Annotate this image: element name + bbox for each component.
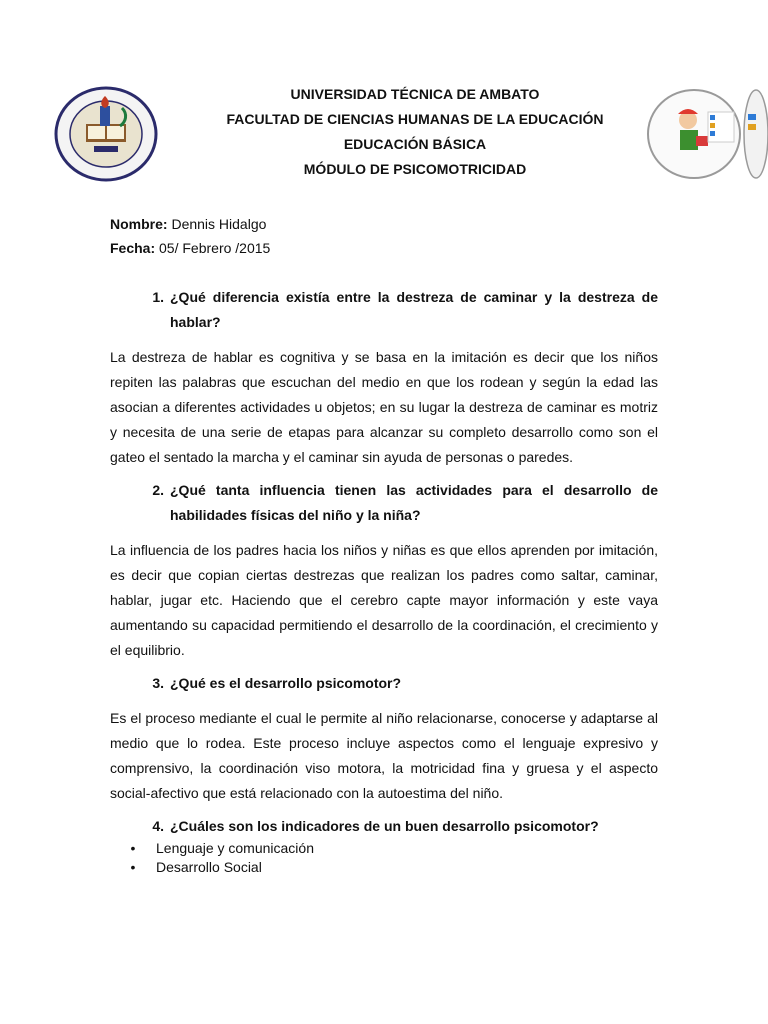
- module-name: MÓDULO DE PSICOMOTRICIDAD: [303, 161, 527, 177]
- student-info: [110, 212, 270, 260]
- question-number: 1.: [152, 289, 164, 305]
- answer-3: Es el proceso mediante el cual le permite al niño relacionarse, conocerse y adaptarse al medio que lo rodea. Este proceso incluye aspectos como el lenguaje expresivo y comprensivo, la coordinación viso motora, la motricidad fina y gruesa y el aspecto social-afectivo que está relacionado con la autoestima del niño.: [110, 710, 658, 801]
- answer-1: La destreza de hablar es cognitiva y se basa en la imitación es decir que los niños repiten las palabras que escuchan del medio en que los rodean y según la edad las asocian a diferentes actividades u objetos; en su lugar la destreza de caminar es motriz y necesita de una serie de etapas para alcanzar su completo desarrollo como son el gateo el sentado la marcha y el caminar sin ayuda de personas o paredes.: [110, 349, 658, 465]
- question-text: ¿Qué es el desarrollo psicomotor?: [170, 675, 402, 691]
- question-text: ¿Qué tanta influencia tienen las actividades para el desarrollo de habilidades físicas del niño y la niña?: [170, 482, 658, 523]
- question-2: [110, 478, 658, 528]
- list-item-text: Desarrollo Social: [156, 859, 262, 875]
- answer-2: La influencia de los padres hacia los niños y niñas es que ellos aprenden por imitación, es decir que copian ciertas destrezas que realizan los padres como saltar, caminar, hablar, jugar etc. Haciendo que el cerebro capte mayor información y este vaya aumentando su capacidad permitiendo el desarrollo de la coordinación, el crecimiento y el equilibrio.: [110, 542, 658, 658]
- question-1: [110, 285, 658, 335]
- list-item: [110, 839, 658, 858]
- document-header: [160, 82, 670, 182]
- question-3: [110, 671, 658, 696]
- indicator-list: [110, 839, 658, 877]
- question-number: 3.: [152, 675, 164, 691]
- university-name: UNIVERSIDAD TÉCNICA DE AMBATO: [290, 86, 540, 102]
- list-item: [110, 858, 658, 877]
- name-value: Dennis Hidalgo: [171, 216, 267, 232]
- question-4: [110, 814, 658, 839]
- list-item-text: Lenguaje y comunicación: [156, 840, 314, 856]
- faculty-name: FACULTAD DE CIENCIAS HUMANAS DE LA EDUCACIÓN: [226, 111, 604, 127]
- program-name: EDUCACIÓN BÁSICA: [343, 136, 487, 152]
- bullet-icon: •: [130, 840, 136, 856]
- question-text: ¿Qué diferencia existía entre la destreza de caminar y la destreza de hablar?: [170, 289, 658, 330]
- name-label: Nombre:: [110, 216, 168, 232]
- questionnaire: [110, 285, 658, 877]
- date-value: 05/ Febrero /2015: [159, 240, 271, 256]
- university-seal-logo: [54, 86, 158, 182]
- question-number: 4.: [152, 818, 164, 834]
- question-number: 2.: [152, 482, 164, 498]
- name-row: [110, 212, 270, 236]
- date-row: [110, 236, 270, 260]
- bullet-icon: •: [130, 859, 136, 875]
- question-text: ¿Cuáles son los indicadores de un buen desarrollo psicomotor?: [170, 818, 599, 834]
- date-label: Fecha:: [110, 240, 156, 256]
